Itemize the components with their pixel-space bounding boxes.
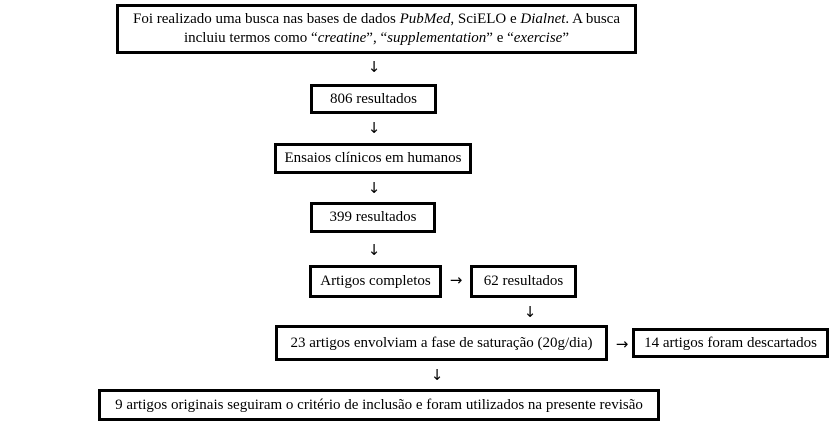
- arrow-right-1: →: [449, 271, 463, 289]
- saturation-phase-box: 23 artigos envolviam a fase de saturação (20g/dia): [275, 325, 608, 361]
- results-62-box: 62 resultados: [470, 265, 577, 298]
- included-articles-box: 9 artigos originais seguiram o critério de inclusão e foram utilizados na presente revisão: [98, 389, 660, 421]
- search-description-line-2: incluiu termos como “creatine”, “supplementation” e “exercise”: [183, 30, 570, 46]
- arrow-down-1: ↓: [367, 58, 381, 76]
- arrow-down-6: ↓: [430, 366, 444, 384]
- full-articles-box: Artigos completos: [309, 265, 442, 298]
- arrow-down-3: ↓: [367, 179, 381, 197]
- results-806-box: 806 resultados: [310, 84, 437, 114]
- arrow-down-4: ↓: [367, 241, 381, 259]
- search-description-line-1: Foi realizado uma busca nas bases de dados PubMed, SciELO e Dialnet. A busca: [133, 11, 620, 27]
- results-399-box: 399 resultados: [310, 202, 436, 233]
- arrow-right-2: →: [615, 335, 629, 353]
- search-description-box: [116, 4, 637, 54]
- arrow-down-5: ↓: [523, 303, 537, 321]
- clinical-trials-box: Ensaios clínicos em humanos: [274, 143, 472, 174]
- arrow-down-2: ↓: [367, 119, 381, 137]
- discarded-articles-box: 14 artigos foram descartados: [632, 328, 829, 358]
